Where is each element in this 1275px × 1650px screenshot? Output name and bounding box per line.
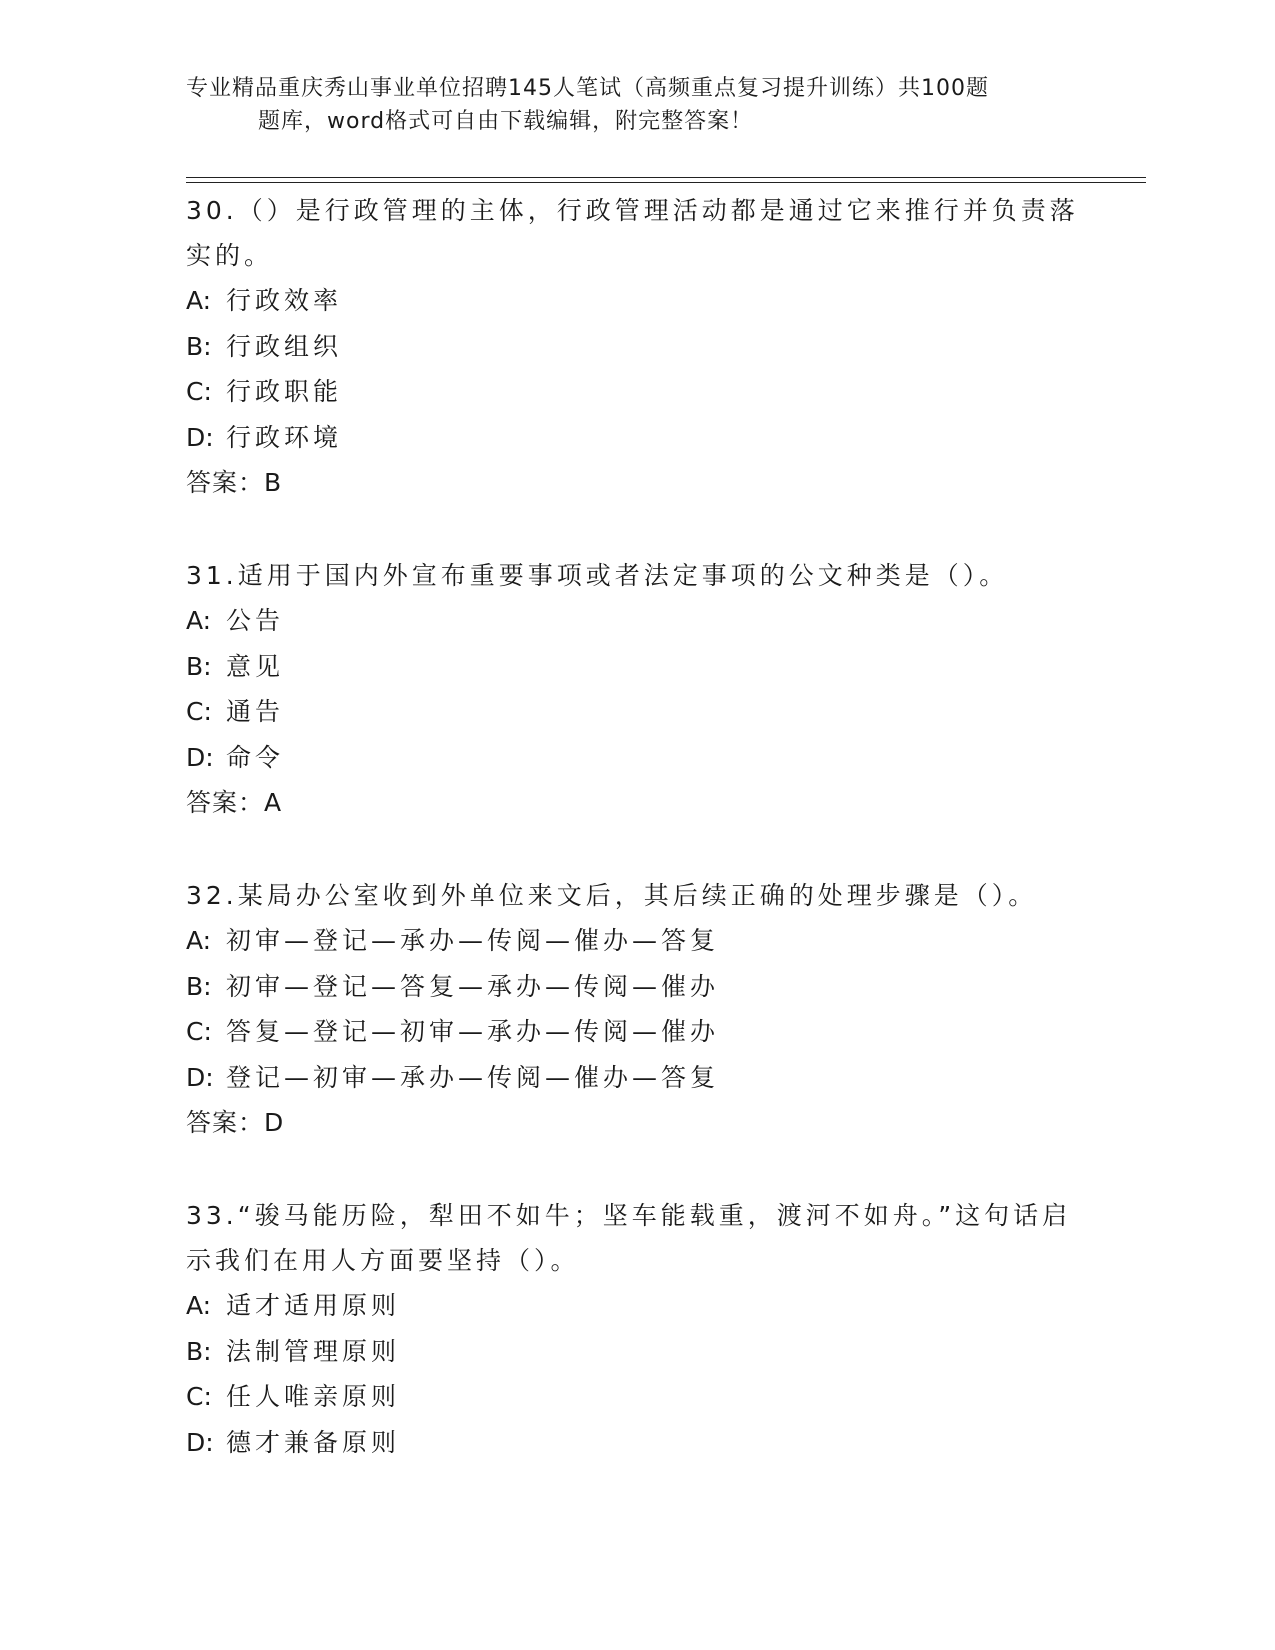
option-a: [186, 918, 1086, 964]
option-key: C:: [186, 697, 212, 726]
option-text: 命令: [226, 742, 285, 772]
question-32: [186, 873, 1086, 1145]
header-divider-top: [186, 177, 1146, 178]
option-key: B:: [186, 651, 212, 681]
option-a: [186, 598, 1086, 644]
question-31: [186, 553, 1086, 825]
header-divider-bottom: [186, 182, 1146, 183]
option-c: [186, 689, 1086, 735]
option-key: B:: [186, 1336, 212, 1366]
option-d: [186, 1420, 1086, 1466]
option-key: D:: [186, 1062, 214, 1092]
question-33: [186, 1193, 1086, 1465]
question-30: [186, 188, 1086, 505]
option-text: 适才适用原则: [226, 1291, 401, 1320]
option-text: 行政环境: [226, 422, 343, 452]
option-text: 公告: [226, 606, 285, 635]
option-text: 初审—登记—答复—承办—传阅—催办: [226, 971, 720, 1001]
option-list: [186, 598, 1086, 780]
option-text: 登记—初审—承办—传阅—催办—答复: [226, 1062, 720, 1092]
answer-text: 答案：B: [186, 468, 283, 497]
answer-text: 答案：D: [186, 1108, 285, 1137]
header-title-line2: 题库，word格式可自由下载编辑，附完整答案！: [258, 109, 754, 134]
option-text: 答复—登记—初审—承办—传阅—催办: [226, 1017, 720, 1046]
option-text: 意见: [226, 651, 285, 681]
option-text: 通告: [226, 697, 285, 726]
option-key: A:: [186, 926, 212, 955]
option-key: A:: [186, 606, 212, 635]
option-list: [186, 278, 1086, 460]
option-text: 任人唯亲原则: [226, 1382, 401, 1411]
option-key: B:: [186, 331, 212, 361]
option-key: A:: [186, 1291, 212, 1320]
option-b: [186, 1329, 1086, 1375]
option-a: [186, 278, 1086, 324]
option-key: D:: [186, 742, 214, 772]
option-key: C:: [186, 377, 212, 406]
option-d: [186, 1055, 1086, 1101]
option-b: [186, 644, 1086, 690]
option-c: [186, 1009, 1086, 1055]
option-key: C:: [186, 1382, 212, 1411]
option-key: D:: [186, 1427, 214, 1457]
option-c: [186, 1374, 1086, 1420]
option-a: [186, 1283, 1086, 1329]
option-key: D:: [186, 422, 214, 452]
question-list: [186, 188, 1086, 1513]
option-text: 初审—登记—承办—传阅—催办—答复: [226, 926, 720, 955]
option-text: 行政组织: [226, 331, 343, 361]
question-stem: 31.适用于国内外宣布重要事项或者法定事项的公文种类是（）。: [186, 561, 1009, 590]
document-header: [186, 72, 1086, 138]
question-stem: 30.（）是行政管理的主体，行政管理活动都是通过它来推行并负责落实的。: [186, 196, 1079, 270]
question-stem: 32.某局办公室收到外单位来文后，其后续正确的处理步骤是（）。: [186, 881, 1038, 910]
header-title-line1: 专业精品重庆秀山事业单位招聘145人笔试（高频重点复习提升训练）共100题: [186, 76, 989, 101]
option-b: [186, 964, 1086, 1010]
option-c: [186, 369, 1086, 415]
answer-text: 答案：A: [186, 788, 283, 817]
option-d: [186, 415, 1086, 461]
option-text: 行政效率: [226, 286, 343, 315]
question-stem: 33.“骏马能历险，犁田不如牛；坚车能载重，渡河不如舟。”这句话启示我们在用人方面要坚持（）。: [186, 1201, 1072, 1275]
option-list: [186, 1283, 1086, 1465]
option-text: 行政职能: [226, 377, 343, 406]
option-key: C:: [186, 1017, 212, 1046]
option-b: [186, 324, 1086, 370]
option-d: [186, 735, 1086, 781]
option-list: [186, 918, 1086, 1100]
option-text: 德才兼备原则: [226, 1427, 401, 1457]
option-text: 法制管理原则: [226, 1336, 401, 1366]
option-key: B:: [186, 971, 212, 1001]
option-key: A:: [186, 286, 212, 315]
